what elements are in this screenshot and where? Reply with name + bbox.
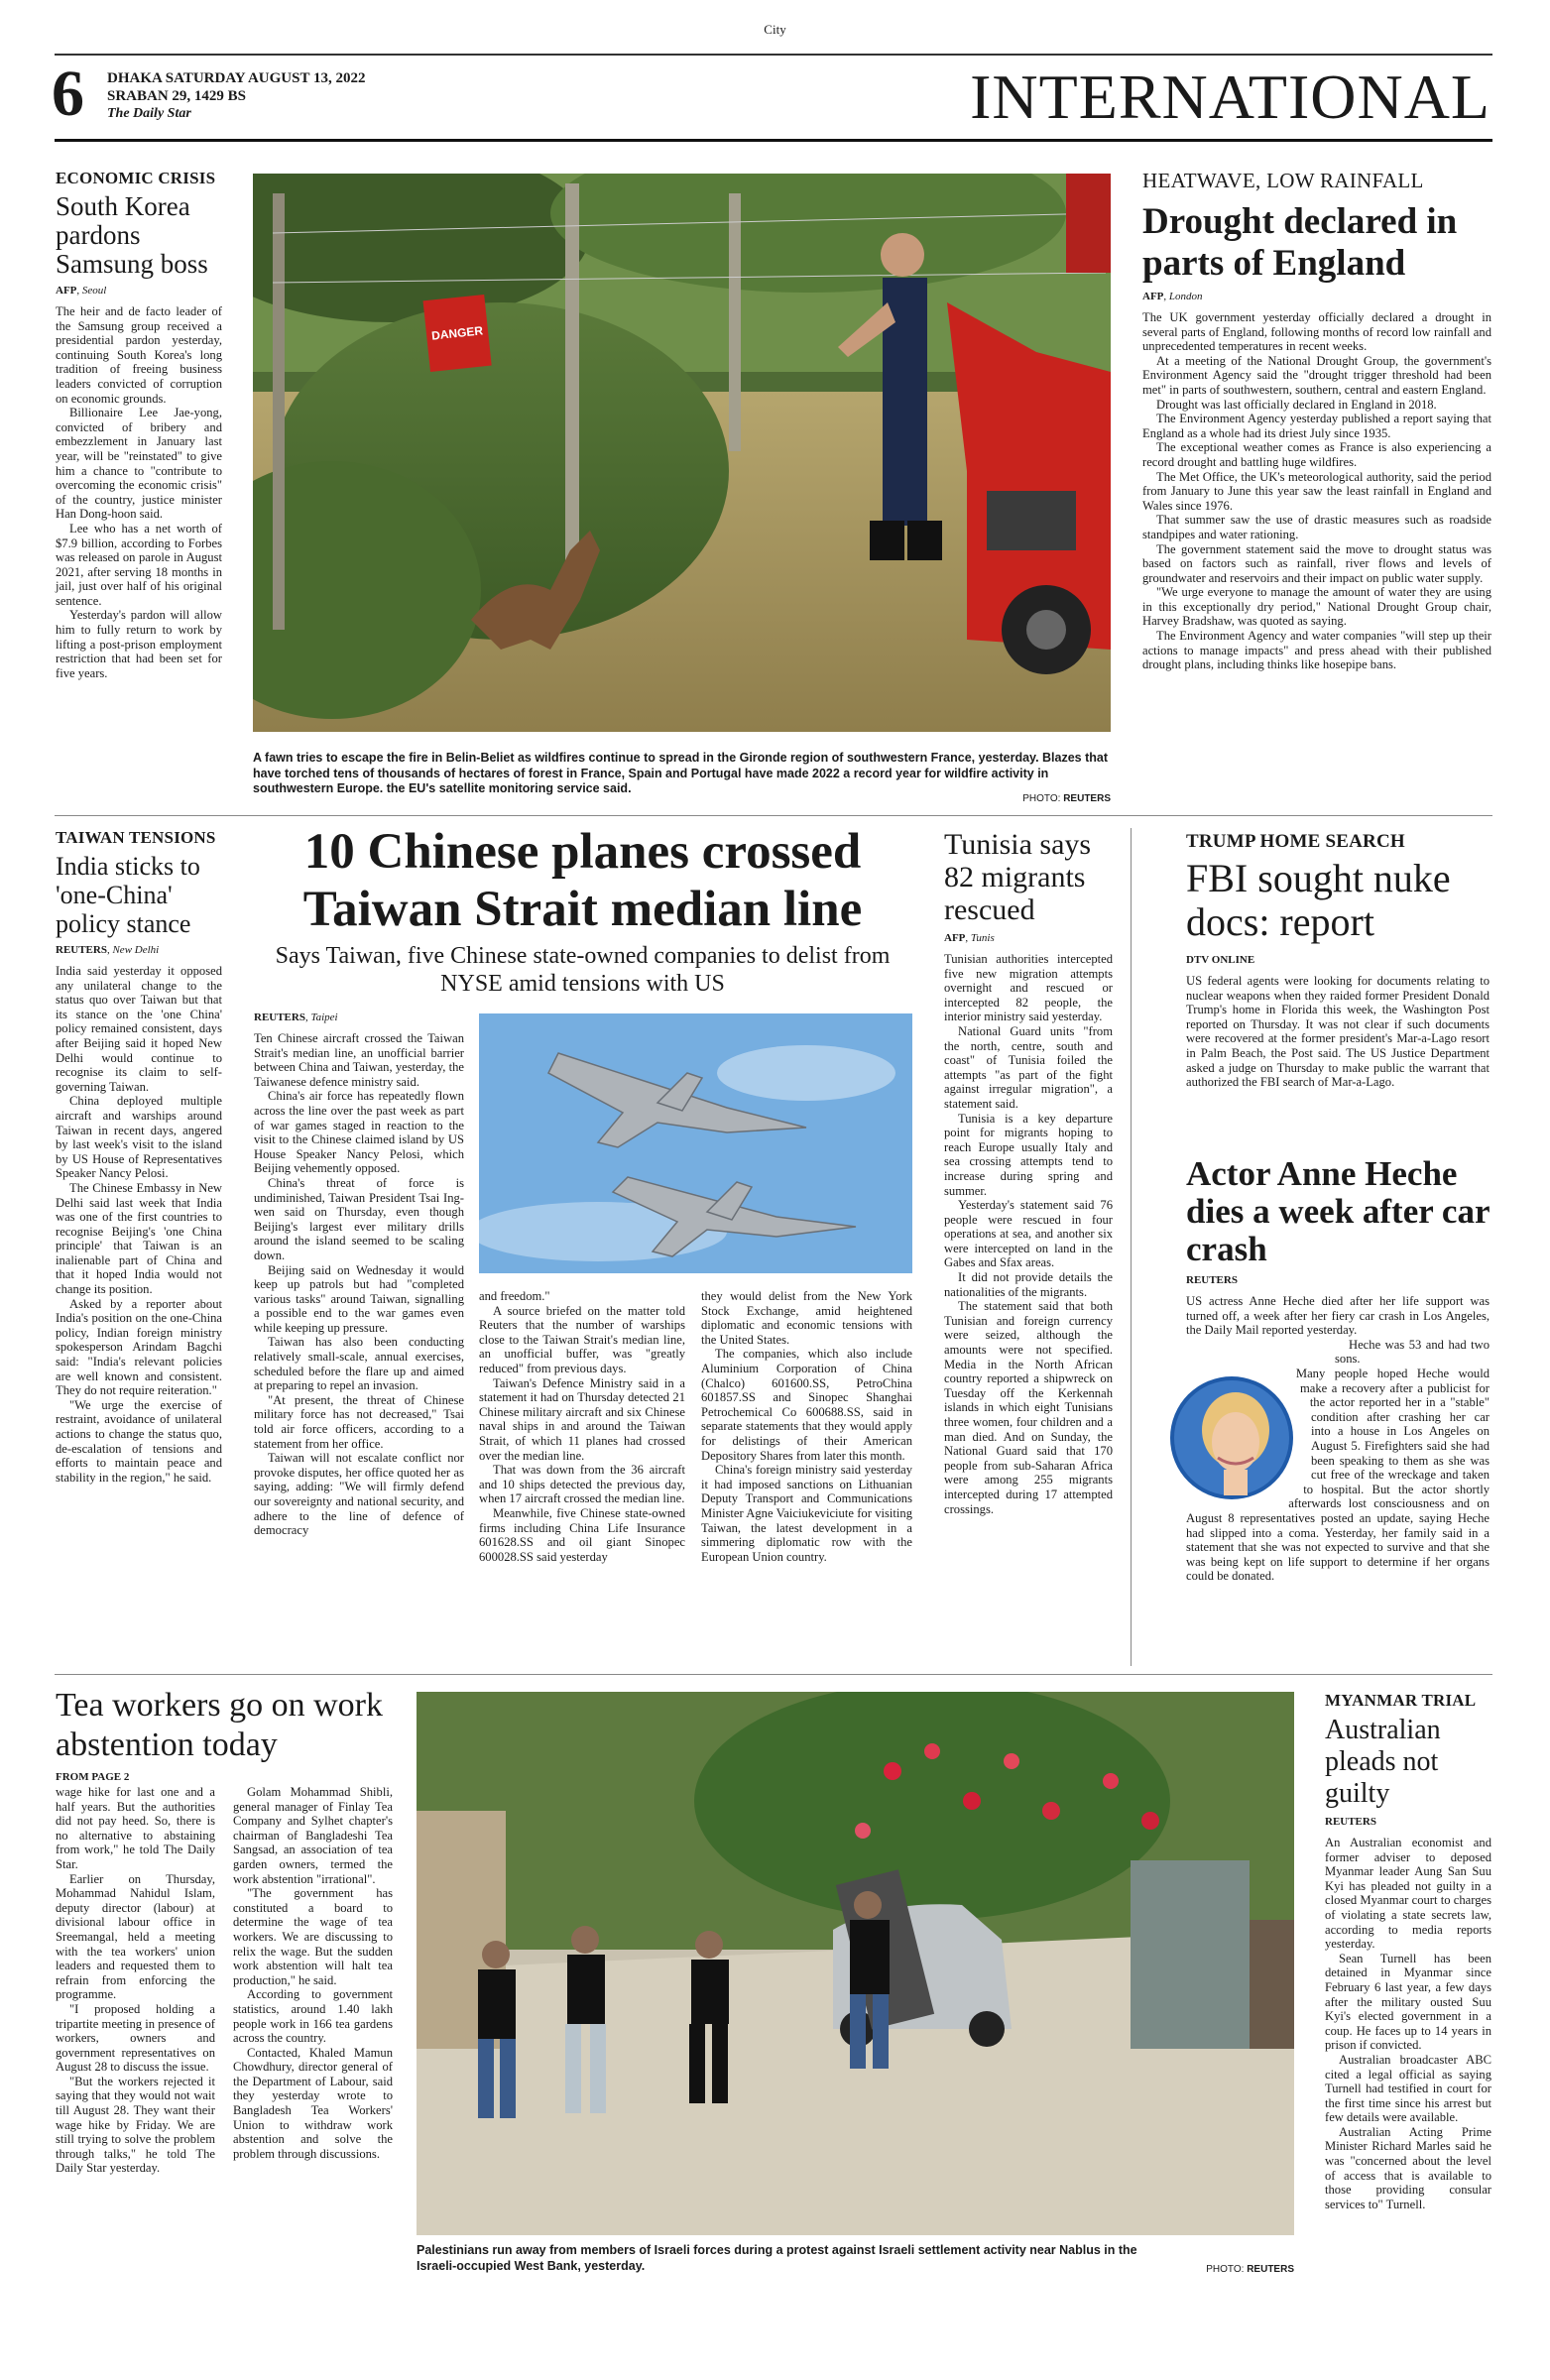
samsung-headline: South Korea pardons Samsung boss <box>56 191 208 279</box>
wildfire-credit: PHOTO: REUTERS <box>1022 793 1111 804</box>
fbi-headline: FBI sought nuke docs: report <box>1186 856 1451 944</box>
drought-headline: Drought declared in parts of England <box>1142 201 1458 284</box>
drought-kicker: HEATWAVE, LOW RAINFALL <box>1142 169 1424 192</box>
tunisia-story <box>944 828 1113 1516</box>
section-top-label: City <box>764 22 786 37</box>
taiwan-body-left: Ten Chinese aircraft crossed the Taiwan Strait's median line, an unofficial barrier between China and Taiwan, yesterday, the Taiwanese defence ministry said. China's air force has repeatedly flown across the line over the past week as part of war games staged in reaction to the visit to the Chinese claimed island by US House Speaker Nancy Pelosi, which Beijing vehemently opposed. China's threat of force is undiminished, Taiwan President Tsai Ing-wen said on Thursday, even though Beijing's largest ever military drills around the island seemed to be scaling down. Beijing said on Wednesday it would keep up patrols but had "completed various tasks" around Taiwan, signalling a possible end to the war games even while keeping up pressure. Taiwan has also been conducting relatively small-scale, annual exercises, scheduled before the flare up and aimed at preparing to repel an invasion. "At present, the threat of Chinese military force has not decreased," Tsai told air force officers, according to a statement from her office. Taiwan will not escalate conflict nor provoke disputes, her office quoted her as saying, adding: "We will firmly defend our sovereignty and national security, and adhere to the line of defence of democracy <box>254 1031 464 1538</box>
danger-sign: DANGER <box>430 323 484 343</box>
lower-divider <box>55 1674 1492 1675</box>
taiwan-body-mid: and freedom." A source briefed on the matter told Reuters that the number of warships close to the Taiwan Strait's median line, an unofficial buffer, was "greatly reduced" from previous days. Taiwan's Defence Ministry said in a statement it had on Thursday detected 21 Chinese military aircraft and six Chinese naval ships in and around the Taiwan Strait, of which 11 planes had crossed over the median line. That was down from the 36 aircraft and 10 ships detected the previous day, when 17 aircraft crossed the median line. Meanwhile, five Chinese state-owned firms including China Life Insurance 601628.SS and oil giant Sinopec 600028.SS said yesterday <box>479 1289 685 1564</box>
mid-divider <box>55 815 1492 816</box>
fbi-story <box>1186 831 1490 1090</box>
india-body: India said yesterday it opposed any unilateral change to the status quo over Taiwan but that its stance on the 'one China' policy remained consistent, days after Beijing said it hoped New Delhi would continue to recognise its claim to self-governing Taiwan. China deployed multiple aircraft and warships around Taiwan in recent days, angered by last week's visit to the island by US House of Representatives Speaker Nancy Pelosi. The Chinese Embassy in New Delhi said last week that India was one of the first countries to recognise Beijing's 'one China principle' that Taiwan is an inalienable part of China and that it hoped India would not change its position. Asked by a reporter about India's position on the one-China policy, Indian foreign ministry spokesperson Arindam Bagchi said: "India's relevant policies are well known and consistent. They do not require reiteration." "We urge the exercise of restraint, avoidance of unilateral actions to change the status quo, de-escalation of tensions and efforts to maintain peace and stability in the region," he said. <box>56 964 222 1485</box>
heche-headline: Actor Anne Heche dies a week after car crash <box>1186 1154 1490 1268</box>
taiwan-body-right: they would delist from the New York Stock Exchange, amid heightened diplomatic and economic tensions with the United States. The companies, which also include Aluminium Corporation of China (Chalco) 601600.SS, PetroChina 601857.SS and Sinopec Shanghai Petrochemical Co 600688.SS, said in separate statements that they would apply for delistings of their American Depository Shares from later this month. China's foreign ministry said yesterday it had imposed sanctions on Lithuanian Deputy Transport and Communications Minister Agne Vaiciukeviciute for visiting Taiwan, the latest development in a simmering diplomatic row with the European Union country. <box>701 1289 912 1564</box>
tea-headline: Tea workers go on work abstention today <box>56 1687 383 1763</box>
tea-story <box>56 1686 393 2176</box>
drought-byline: AFP, London <box>1142 291 1203 302</box>
myanmar-story <box>1325 1691 1491 2211</box>
fbi-byline: DTV ONLINE <box>1186 954 1255 966</box>
heche-photo <box>1166 1367 1301 1515</box>
tunisia-byline: AFP, Tunis <box>944 932 995 944</box>
heche-story <box>1186 1155 1490 1584</box>
section-title: INTERNATIONAL <box>970 61 1490 132</box>
wildfire-caption: A fawn tries to escape the fire in Belin-Beliet as wildfires continue to spread in the Gironde region of southwestern France, yesterday. Blazes that have torched tens of thousands of hectares of forest in France, Spain and Portugal have made 2022 a record year for wildfire activity in southwestern Europe. the EU's satellite monitoring service said. <box>253 751 1108 795</box>
tunisia-headline: Tunisia says 82 migrants rescued <box>944 828 1092 926</box>
india-story <box>56 828 222 1485</box>
wildfire-photo <box>253 174 1111 732</box>
taiwan-left-column <box>254 1012 464 1538</box>
heche-body: US actress Anne Heche died after her life support was turned off, a week after her fiery car crash in Los Angeles, the Daily Mail reported yesterday. Heche was 53 and had two sons. Many people hoped Heche would make a recovery after a publicist for the actor reported her in a "stable" condition after crashing her car into a house in Los Angeles on August 5. Firefighters said she had been speaking to them as she was cut free of the wreckage and taken to hospital. But the actor shortly afterwards lost consciousness and on August 8 representatives posted an update, saying Heche had slipped into a coma. Yesterday, her family said in a statement that she was not expected to survive and that she was being kept on life support to determine if her organs could be donated. <box>1186 1294 1490 1584</box>
myanmar-kicker: MYANMAR TRIAL <box>1325 1691 1477 1710</box>
jets-photo <box>479 1013 912 1273</box>
india-headline: India sticks to 'one-China' policy stance <box>56 852 200 938</box>
paper-name-logo: The Daily Star <box>107 106 191 121</box>
bangla-date: SRABAN 29, 1429 BS <box>107 88 247 104</box>
issue-date: DHAKA SATURDAY AUGUST 13, 2022 <box>107 70 366 86</box>
fbi-body: US federal agents were looking for documents relating to nuclear weapons when they raided former President Donald Trump's home in Florida this week, the Washington Post reported on Thursday. It was not clear if such documents were recovered at the former president's Mar-a-Lago resort in Palm Beach, the Post said. The US Justice Department asked a judge on Thursday to make public the warrant that authorized the FBI search of Mar-a-Lago. <box>1186 974 1490 1090</box>
drought-story <box>1142 169 1491 672</box>
westbank-caption: Palestinians run away from members of Israeli forces during a protest against Israeli settlement activity near Nablus in the Israeli-occupied West Bank, yesterday. <box>417 2243 1137 2273</box>
india-byline: REUTERS, New Delhi <box>56 944 160 956</box>
samsung-story <box>56 169 222 680</box>
tea-from-page: FROM PAGE 2 <box>56 1771 130 1783</box>
taiwan-byline: REUTERS, Taipei <box>254 1012 338 1023</box>
wildfire-illustration <box>253 174 1111 732</box>
heche-portrait <box>1166 1367 1301 1515</box>
right-column-divider <box>1131 828 1132 1666</box>
masthead-bottom-rule <box>55 139 1492 142</box>
taiwan-headline: 10 Chinese planes crossed Taiwan Strait median line <box>302 824 863 937</box>
myanmar-byline: REUTERS <box>1325 1816 1376 1828</box>
tea-body: wage hike for last one and a half years. But the authorities did not pay heed. So, there is no alternative to abstaining from work," he told The Daily Star. Earlier on Thursday, Mohammad Nahidul Islam, deputy director (labour) at divisional labour office in Sreemangal, held a meeting with the tea workers' union leaders and requested them to refrain from enforcing the programme. "I proposed holding a tripartite meeting in presence of workers, owners and government representatives on August 28 to discuss the issue. "But the workers rejected it saying that they would not wait till August 28. They want their wage hike by Friday. We are still trying to solve the problem through talks," he told The Daily Star yesterday. Golam Mohammad Shibli, general manager of Finlay Tea Company and Sylhet chapter's chairman of Bangladeshi Tea Sangsad, an association of tea garden owners, termed the work abstention "irrational". "The government has constituted a board to determine the wage of tea workers. We are discussing to relix the wage. But the sudden work abstention will halt tea production," he said. According to government statistics, around 1.40 lakh people work in 166 tea gardens across the country. Contacted, Khaled Mamun Chowdhury, director general of the Department of Labour, said they yesterday wrote to Bangladesh Tea Workers' Union to withdraw work abstention and solve the problem through discussions. <box>56 1785 393 2176</box>
jets-illustration <box>479 1013 912 1273</box>
myanmar-body: An Australian economist and former adviser to deposed Myanmar leader Aung San Suu Kyi has pleaded not guilty in a closed Myanmar court to charges of violating a state secrets law, according to media reports yesterday. Sean Turnell has been detained in Myanmar since February 6 last year, a few days after the military ousted Suu Kyi's elected government in a coup. He faces up to 14 years in prison if convicted. Australian broadcaster ABC cited a legal official as saying Turnell had testified in court for the first time since his arrest but few details were available. Australian Acting Prime Minister Richard Marles said he was "concerned about the level of access that is available to those providing consular services to" Turnell. <box>1325 1836 1491 2211</box>
westbank-illustration <box>417 1692 1294 2235</box>
taiwan-mid-column <box>479 1289 685 1564</box>
page-number: 6 <box>52 58 84 130</box>
date-line <box>107 69 365 123</box>
samsung-byline: AFP, Seoul <box>56 285 107 297</box>
samsung-body: The heir and de facto leader of the Samsung group received a presidential pardon yesterday, continuing South Korea's long tradition of freeing business leaders convicted of corruption on economic grounds. Billionaire Lee Jae-yong, convicted of bribery and embezzlement in January last year, will be "reinstated" to give him a chance to "contribute to overcoming the economic crisis" of the country, justice minister Han Dong-hoon said. Lee who has a net worth of $7.9 billion, according to Forbes was released on parole in August 2021, after serving 18 months in jail, just over half of his original sentence. Yesterday's pardon will allow him to fully return to work by lifting a post-prison employment restriction that had been set for five years. <box>56 304 222 680</box>
westbank-credit: PHOTO: REUTERS <box>1206 2264 1294 2275</box>
masthead-top-rule <box>55 54 1492 56</box>
drought-body: The UK government yesterday officially declared a drought in several parts of England, following months of record low rainfall and unprecedented temperatures in recent weeks. At a meeting of the National Drought Group, the government's Environment Agency said the "drought trigger threshold had been met" in parts of southwestern, southern, central and eastern England. Drought was last officially declared in England in 2018. The Environment Agency yesterday published a report saying that England as a whole had its driest July since 1935. The exceptional weather comes as France is also experiencing a record drought and battling huge wildfires. The Met Office, the UK's meteorological authority, said the period from January to June this year saw the least rainfall in England and Wales since 1976. That summer saw the use of drastic measures such as roadside standpipes and water rationing. The government statement said the move to drought status was based on factors such as rainfall, river flows and levels of groundwater and reservoirs and their impact on public water supply. "We urge everyone to manage the amount of water they are using in this exceptionally dry period," National Drought Group chair, Harvey Bradshaw, was quoted as saying. The Environment Agency and water companies "will step up their actions to manage impacts" and press ahead with their published drought plans, including thinks like hosepipe bans. <box>1142 310 1491 672</box>
india-kicker: TAIWAN TENSIONS <box>56 828 216 847</box>
heche-byline: REUTERS <box>1186 1274 1238 1286</box>
tunisia-body: Tunisian authorities intercepted five new migration attempts overnight and rescued or intercepted 82 people, the interior ministry said yesterday. National Guard units "from the north, centre, south and coast" of Tunisia foiled the attempts "as part of the fight against irregular migration", a statement said. Tunisia is a key departure point for migrants hoping to reach Europe usually Italy and sea crossing attempts tend to increase during spring and summer. Yesterday's statement said 76 people were rescued in four operations at sea, and another six were intercepted on land in the Gabes and Sfax areas. It did not provide details the nationalities of the migrants. The statement said that both Tunisian and foreign currency were seized, although the amounts were not specified. Media in the North African country reported a shipwreck on Tuesday off the Kerkennah islands in which eight Tunisians three women, four children and a man died. And on Sunday, the National Guard said that 170 people from sub-Saharan Africa were among 255 migrants intercepted during 17 attempted crossings. <box>944 952 1113 1516</box>
fbi-kicker: TRUMP HOME SEARCH <box>1186 831 1405 852</box>
taiwan-subhead: Says Taiwan, five Chinese state-owned companies to delist from NYSE amid tensions with US <box>275 943 891 997</box>
myanmar-headline: Australian pleads not guilty <box>1325 1715 1441 1809</box>
samsung-kicker: ECONOMIC CRISIS <box>56 169 216 187</box>
taiwan-right-column <box>701 1289 912 1564</box>
westbank-photo <box>417 1692 1294 2235</box>
